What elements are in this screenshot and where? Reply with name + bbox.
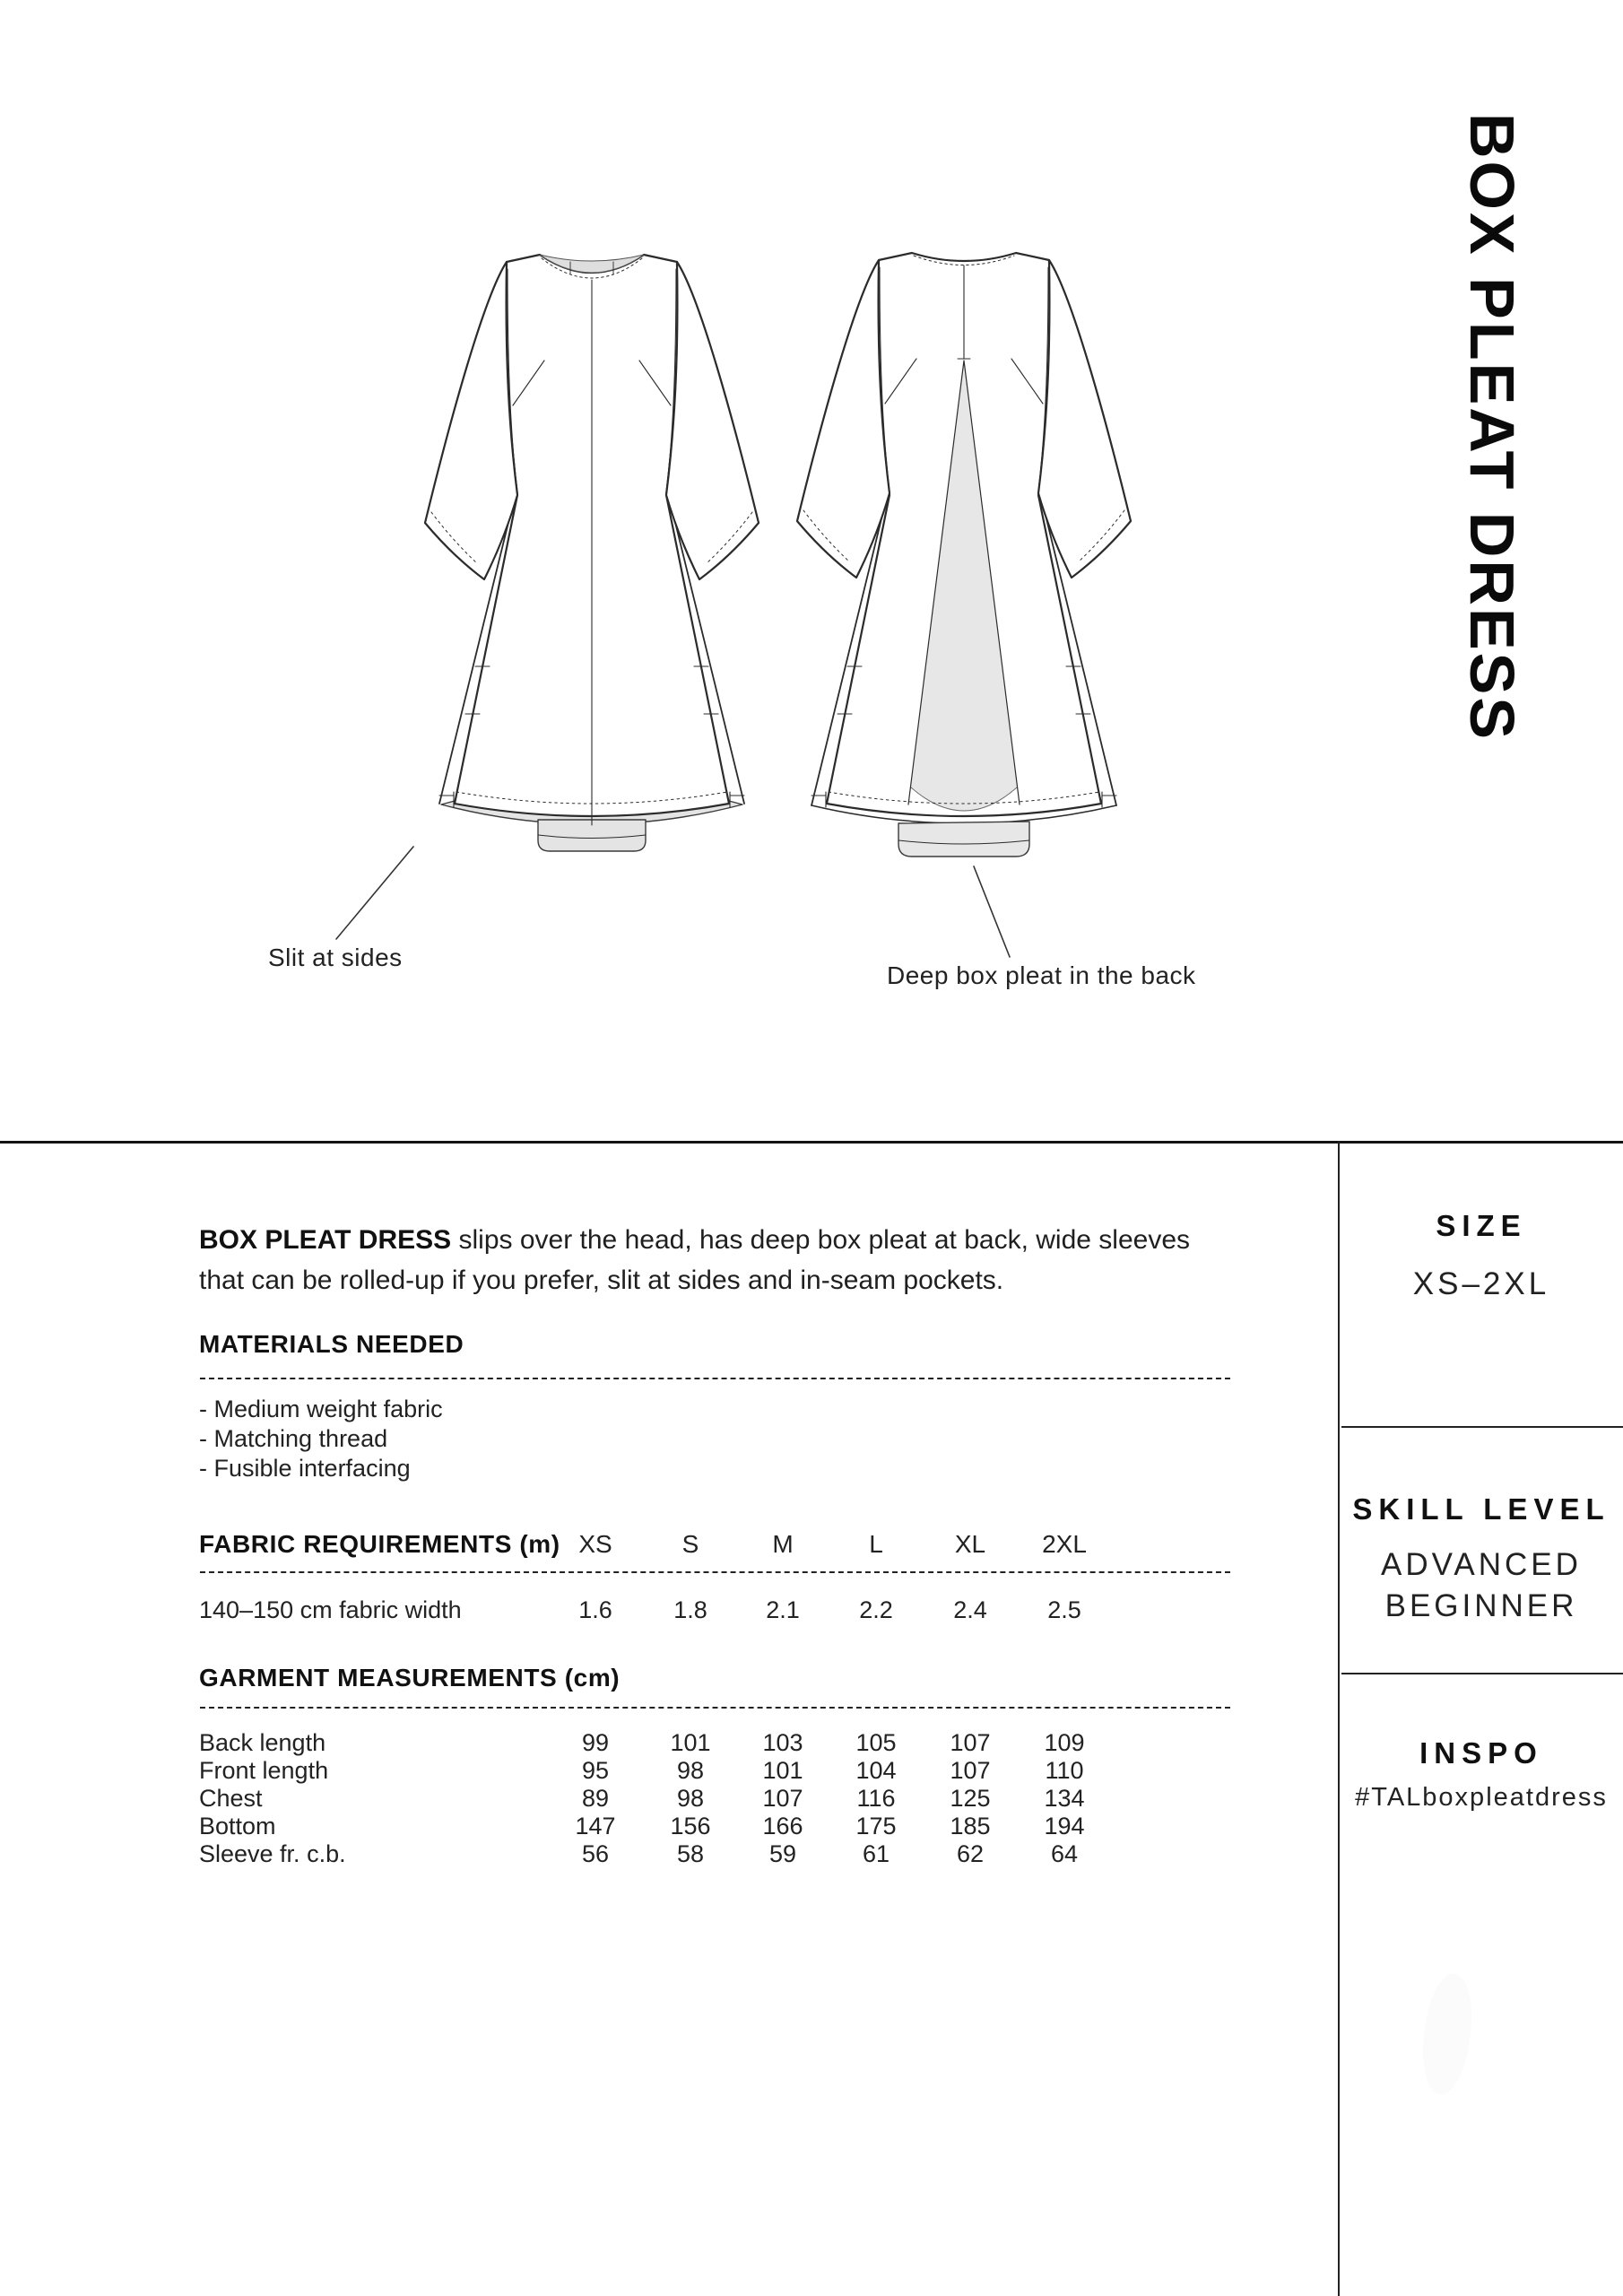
intro-line2: that can be rolled-up if you prefer, slit at sides and in-seam pockets. <box>199 1265 1004 1295</box>
garment-value: 125 <box>950 1785 991 1812</box>
intro-bold: BOX PLEAT DRESS <box>199 1225 452 1255</box>
skill-value-line1: ADVANCED <box>1381 1547 1582 1582</box>
fabric-value: 2.1 <box>766 1596 800 1623</box>
materials-dashed-rule <box>200 1378 1230 1379</box>
garment-value: 101 <box>670 1729 711 1756</box>
sidebar-inspo-heading: INSPO <box>1419 1736 1543 1770</box>
size-column-header: 2XL <box>1042 1530 1087 1558</box>
fabric-value: 2.4 <box>953 1596 987 1623</box>
garment-value: 62 <box>956 1840 985 1867</box>
garment-row-label: Sleeve fr. c.b. <box>199 1840 346 1867</box>
garment-value: 95 <box>581 1757 610 1784</box>
garment-value: 109 <box>1044 1729 1085 1756</box>
sidebar-divider-2 <box>1341 1673 1623 1674</box>
garment-value: 107 <box>950 1757 991 1784</box>
garment-row-label: Bottom <box>199 1813 276 1839</box>
faint-artifact-blob <box>1417 1970 1478 2097</box>
intro-paragraph <box>199 1220 1257 1300</box>
page-title-vertical: BOX PLEAT DRESS <box>1457 113 1527 743</box>
fabric-row-label: 140–150 cm fabric width <box>199 1596 462 1623</box>
garment-value: 104 <box>855 1757 897 1784</box>
size-column-header: S <box>681 1530 699 1558</box>
garment-value: 156 <box>670 1813 711 1839</box>
garment-value: 98 <box>676 1757 705 1784</box>
garment-value: 101 <box>762 1757 803 1784</box>
sidebar-skill-value <box>1340 1544 1623 1627</box>
garment-value: 64 <box>1050 1840 1079 1867</box>
sidebar-divider-1 <box>1341 1426 1623 1428</box>
garment-value: 98 <box>676 1785 705 1812</box>
garment-value: 134 <box>1044 1785 1085 1812</box>
fabric-value: 2.5 <box>1047 1596 1081 1623</box>
size-column-header: XL <box>954 1530 986 1558</box>
sidebar-size-heading: SIZE <box>1436 1209 1527 1242</box>
size-column-header: L <box>869 1530 883 1558</box>
sidebar-divider-vertical <box>1338 1141 1340 2296</box>
fabric-value: 2.2 <box>859 1596 893 1623</box>
sidebar-skill-heading: SKILL LEVEL <box>1352 1492 1610 1526</box>
materials-item: - Medium weight fabric <box>199 1396 443 1422</box>
garment-value: 185 <box>950 1813 991 1839</box>
size-column-header: M <box>772 1530 794 1558</box>
garment-value: 103 <box>762 1729 803 1756</box>
garment-value: 116 <box>856 1785 896 1812</box>
garment-value: 105 <box>855 1729 897 1756</box>
garment-value: 61 <box>862 1840 890 1867</box>
garment-value: 58 <box>676 1840 705 1867</box>
technical-drawing <box>0 0 1623 1133</box>
garment-value: 175 <box>855 1813 897 1839</box>
pleat-annotation-label: Deep box pleat in the back <box>887 961 1196 989</box>
skill-value-line2: BEGINNER <box>1384 1588 1578 1623</box>
dress-back-illustration <box>797 253 1131 857</box>
dress-front-illustration <box>425 255 759 851</box>
slit-annotation-label: Slit at sides <box>268 944 403 971</box>
garment-value: 110 <box>1045 1757 1084 1784</box>
section-divider-horizontal <box>0 1141 1623 1144</box>
garment-value: 107 <box>950 1729 991 1756</box>
fabric-value: 1.8 <box>673 1596 707 1623</box>
garment-value: 99 <box>581 1729 610 1756</box>
garment-value: 59 <box>768 1840 797 1867</box>
garment-dashed-rule <box>200 1707 1230 1709</box>
garment-heading: GARMENT MEASUREMENTS (cm) <box>199 1664 621 1692</box>
garment-value: 89 <box>581 1785 610 1812</box>
materials-item: - Fusible interfacing <box>199 1455 411 1482</box>
size-column-header: XS <box>578 1530 612 1558</box>
sidebar-size-value: XS–2XL <box>1412 1266 1550 1301</box>
garment-value: 194 <box>1044 1813 1085 1839</box>
fabric-value: 1.6 <box>578 1596 612 1623</box>
garment-row-label: Front length <box>199 1757 329 1784</box>
slit-annotation-line <box>336 847 413 939</box>
garment-value: 147 <box>575 1813 616 1839</box>
garment-value: 107 <box>762 1785 803 1812</box>
garment-row-label: Chest <box>199 1785 263 1812</box>
materials-item: - Matching thread <box>199 1425 388 1452</box>
garment-value: 166 <box>762 1813 803 1839</box>
garment-row-label: Back length <box>199 1729 326 1756</box>
garment-value: 56 <box>581 1840 610 1867</box>
materials-heading: MATERIALS NEEDED <box>199 1330 464 1358</box>
intro-line1: slips over the head, has deep box pleat at back, wide sleeves <box>451 1225 1190 1255</box>
fabric-heading: FABRIC REQUIREMENTS (m) <box>199 1530 560 1558</box>
sidebar-inspo-value: #TALboxpleatdress <box>1355 1783 1608 1812</box>
pleat-annotation-line <box>974 866 1010 957</box>
fabric-dashed-rule <box>200 1571 1230 1573</box>
